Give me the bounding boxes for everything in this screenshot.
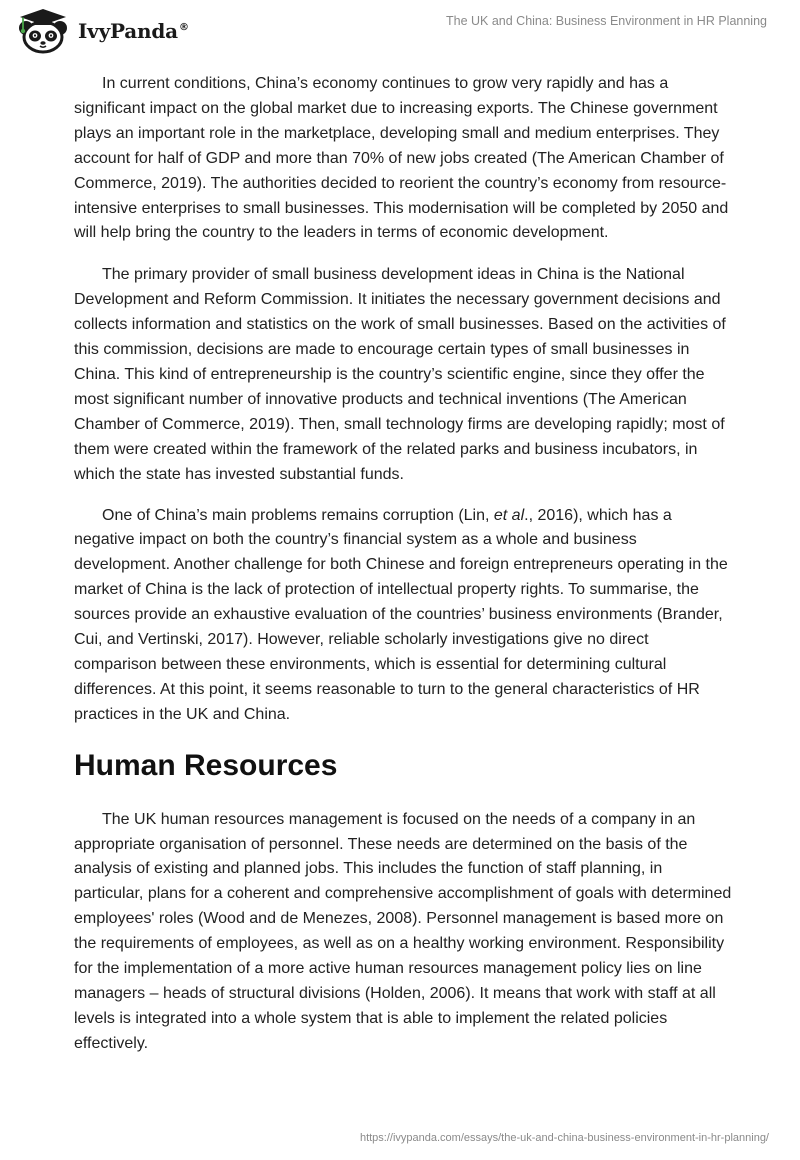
paragraph-2: The primary provider of small business development ideas in China is the National Development and Reform Commission. It initiates the necessary government decisions and collects information and statistics on the work of small businesses. Based on the activities of this commission, decisions are made to encourage certain types of small businesses in China. This kind of entrepreneurship is the country’s scientific engine, since they offer the most significant number of innovative products and technical inventions (The American Chamber of Commerce, 2019). Then, small technology firms are developing rapidly; most of them were created within the framework of the related parks and business incubators, in which the state has invested substantial funds.: [74, 266, 726, 483]
paragraph-3-text-end: ., 2016), which has a negative impact on both the country’s financial system as a whole and business development. Another challenge for both Chinese and foreign entrepreneurs operating in the market of China is the lack of protection of intellectual property rights. To summarise, the sources provide an exhaustive evaluation of the countries’ business environments (Brander, Cui, and Vertinski, 2017). However, reliable scholarly investigations give no direct comparison between these environments, which is essential for determining cultural differences. At this point, it seems reasonable to turn to the general characteristics of HR practices in the UK and China.: [74, 506, 728, 723]
paragraph-4: The UK human resources management is focused on the needs of a company in an appropriate organisation of personnel. These needs are determined on the basis of the analysis of existing and planned jobs. This includes the function of staff planning, in particular, plans for a coherent and comprehensive accomplishment of goals with determined employees' roles (Wood and de Menezes, 2008). Personnel management is based more on the requirements of employees, as well as on a healthy working environment. Responsibility for the implementation of a more active human resources management policy lies on line managers – heads of structural divisions (Holden, 2006). It means that work with staff at all levels is integrated into a whole system that is able to implement the related policies effectively.: [74, 810, 732, 1052]
essay-body: [74, 72, 734, 1073]
panda-graduate-icon: [14, 8, 72, 54]
document-title: The UK and China: Business Environment in HR Planning: [445, 14, 767, 28]
logo-wordmark: IvyPanda: [78, 19, 178, 43]
paragraph-1: In current conditions, China’s economy continues to grow very rapidly and has a significant impact on the global market due to increasing exports. The Chinese government plays an important role in the marketplace, developing small and medium enterprises. They account for half of GDP and more than 70% of new jobs created (The American Chamber of Commerce, 2019). The authorities decided to reorient the country’s economy from resource-intensive enterprises to small businesses. This modernisation will be completed by 2050 and will help bring the country to the leaders in terms of economic development.: [74, 75, 729, 242]
footer-source-url[interactable]: https://ivypanda.com/essays/the-uk-and-china-business-environment-in-hr-planning/: [359, 1132, 769, 1144]
ivypanda-logo[interactable]: [14, 6, 189, 56]
paragraph-3-italic: et al: [493, 506, 525, 524]
registered-mark: ®: [178, 22, 189, 34]
page-header: [0, 0, 800, 60]
paragraph-3: [74, 504, 734, 728]
section-heading-human-resources: Human Resources: [74, 748, 338, 782]
logo-text: [78, 19, 189, 43]
paragraph-3-text-start: One of China’s main problems remains corruption (Lin,: [102, 506, 494, 524]
